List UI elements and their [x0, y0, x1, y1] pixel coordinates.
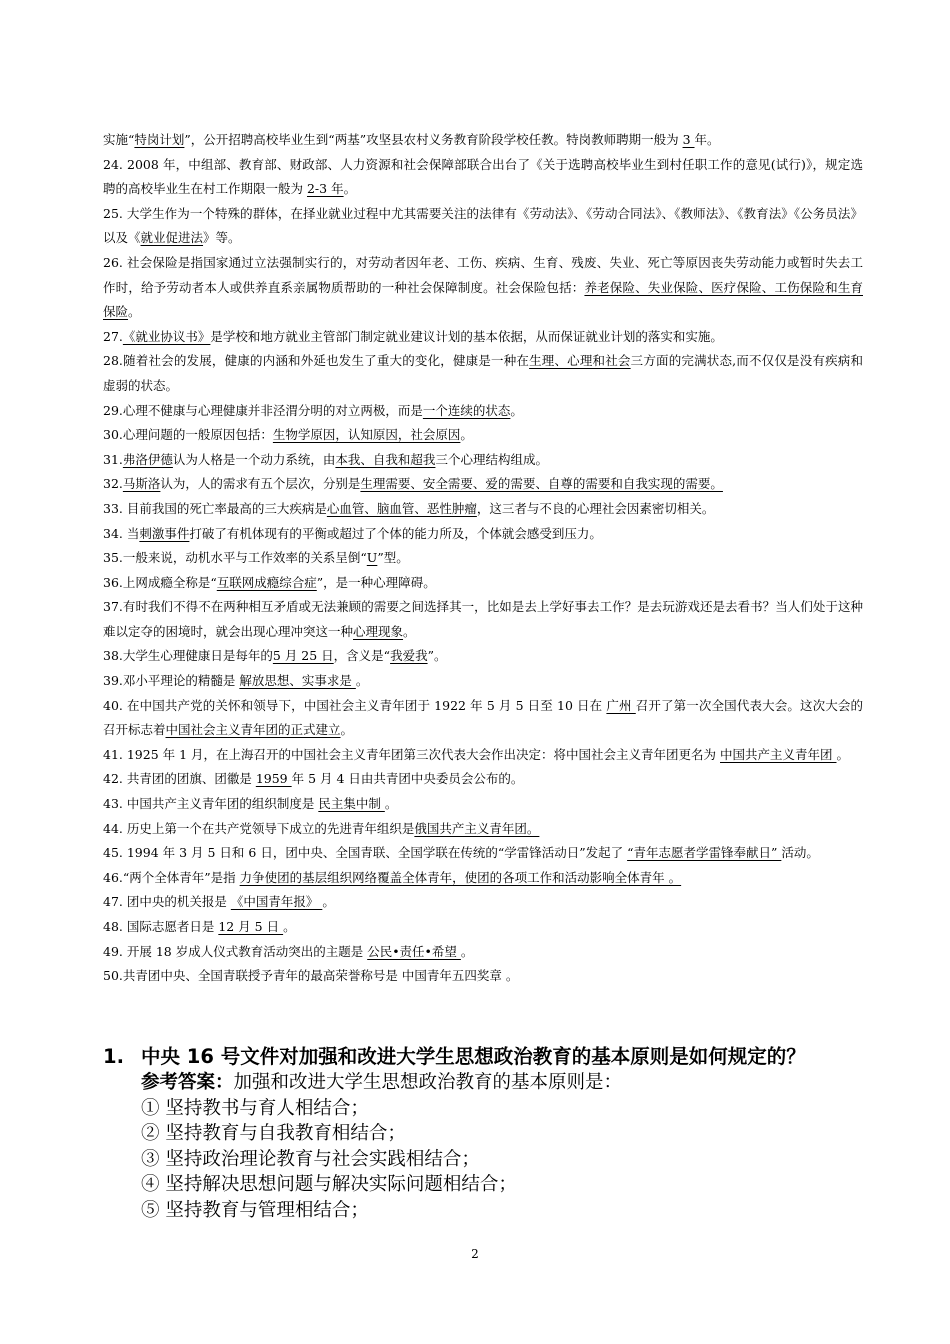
answer-blank: 刺激事件 — [139, 525, 190, 541]
list-item — [103, 448, 863, 473]
answer-blank: 养老保险、失业保险、医疗保险、工伤保险和生育保险 — [103, 279, 863, 320]
question-answer-section — [103, 1043, 893, 1223]
list-item — [103, 595, 863, 644]
answer-blank: 互联网成瘾综合症 — [216, 574, 317, 590]
answer-point: ③ 坚持政治理论教育与社会实践相结合； — [141, 1148, 480, 1170]
item-text: 39.邓小平理论的精髓是 — [103, 673, 240, 689]
answer-blank: 中国共产主义青年团 — [720, 746, 837, 762]
item-text: 年。 — [694, 132, 720, 147]
list-item — [103, 694, 863, 743]
item-text: 24. 2008 年，中组部、教育部、财政部、人力资源和社会保障部联合出台了《关于选聘高校毕业生到村任职工作的意见(试行)》，规定选聘的高校毕业生在村工作期限一般为 — [103, 156, 863, 197]
answer-blank: 心理现象 — [353, 623, 404, 639]
item-text: 活动。 — [781, 845, 819, 861]
answer-blank: 心血管、脑血管、恶性肿瘤 — [326, 500, 477, 516]
item-text: 31. — [103, 451, 123, 467]
item-text: 。 — [128, 304, 141, 320]
list-item — [103, 817, 863, 842]
item-text: 。 — [283, 919, 296, 934]
answer-label: 参考答案： — [141, 1072, 234, 1093]
list-item — [103, 153, 863, 202]
item-text: 43. 中国共产主义青年团的组织制度是 — [103, 796, 319, 812]
list-item — [103, 940, 863, 965]
answer-intro: 加强和改进大学生思想政治教育的基本原则是： — [233, 1072, 623, 1093]
answer-blank: 马斯洛 — [122, 476, 161, 492]
list-item — [103, 866, 863, 891]
answer-blank: 特岗计划 — [134, 132, 185, 147]
answer-blank: 《就业协议书》 — [122, 328, 211, 344]
fill-in-blank-list — [103, 128, 863, 989]
list-item — [103, 767, 863, 792]
item-text: 年 5 月 4 日由共青团中央委员会公布的。 — [291, 771, 524, 787]
item-text: ”。 — [427, 648, 447, 664]
answer-blank: 生理、心理和社会 — [529, 353, 631, 369]
answer-point: ④ 坚持解决思想问题与解决实际问题相结合； — [141, 1174, 517, 1195]
item-text: 41. 1925 年 1 月，在上海召开的中国社会主义青年团第三次代表大会作出决定：将中国社会主义青年团更名为 — [103, 746, 721, 762]
list-item — [103, 890, 863, 915]
question-text: 中央 16 号文件对加强和改进大学生思想政治教育的基本原则是如何规定的？ — [141, 1045, 806, 1068]
answer-blank: 《中国青年报》 — [230, 894, 323, 910]
item-text: 29.心理不健康与心理健康并非泾渭分明的对立两极，而是 — [103, 402, 423, 418]
answer-blank: “青年志愿者学雷锋奉献日” — [627, 845, 782, 861]
list-item — [103, 349, 863, 398]
list-item — [103, 325, 863, 350]
question-title — [103, 1043, 893, 1070]
answer-point: ① 坚持教书与育人相结合； — [141, 1097, 369, 1119]
item-text: 打破了有机体现有的平衡或超过了个体的能力所及，个体就会感受到压力。 — [189, 525, 602, 541]
list-item — [103, 522, 863, 547]
page-number: 2 — [471, 1247, 479, 1261]
list-item — [103, 399, 863, 424]
list-item — [103, 546, 863, 571]
answer-point: ② 坚持教育与自我教育相结合； — [141, 1123, 406, 1144]
item-text: 38.大学生心理健康日是每年的 — [103, 648, 273, 664]
list-item — [103, 472, 863, 497]
item-text: 47. 团中央的机关报是 — [103, 894, 231, 910]
list-item — [103, 915, 863, 940]
list-item — [103, 841, 863, 866]
list-item — [103, 423, 863, 448]
item-text: 42. 共青团的团旗、团徽是 — [103, 771, 256, 787]
item-text: 30.心理问题的一般原因包括： — [103, 427, 273, 443]
list-item — [103, 497, 863, 522]
item-text: 49. 开展 18 岁成人仪式教育活动突出的主题是 — [103, 943, 368, 959]
answer-point: ⑤ 坚持教育与管理相结合； — [141, 1199, 369, 1221]
answer-blank: 民主集中制 — [318, 796, 385, 812]
item-text: 认为人格是一个动力系统，由 — [172, 451, 336, 467]
item-text: 认为，人的需求有五个层次，分别是 — [160, 476, 361, 492]
item-text: 44. 历史上第一个在共产党领导下成立的先进青年组织是 — [103, 820, 415, 836]
item-text: 40. 在中国共产党的关怀和领导下，中国社会主义青年团于 1922 年 5 月 5 日至 10 日在 — [103, 697, 607, 713]
list-item — [103, 571, 863, 596]
item-text: ”型。 — [377, 550, 409, 566]
item-text: 28.随着社会的发展，健康的内涵和外延也发生了重大的变化，健康是一种在 — [103, 353, 530, 369]
list-item — [103, 128, 863, 153]
item-text: 召开了第一次全国代表大会。这次大会的召开标志着 — [103, 697, 863, 738]
answer-blank: 力争使团的基层组织网络覆盖全体青年，使团的各项工作和活动影响全体青年 。 — [239, 869, 682, 885]
item-text: 。 — [460, 427, 473, 443]
answer-blank: 我爱我 — [390, 648, 428, 664]
answer-blank: 生物学原因，认知原因，社会原因 — [272, 427, 461, 443]
item-text: 。 — [510, 402, 523, 418]
answer-blank: 俄国共产主义青年团。 — [414, 820, 540, 836]
item-text: 35.一般来说，动机水平与工作效率的关系呈倒“ — [103, 550, 367, 566]
item-text: 三个心理结构组成。 — [435, 451, 548, 467]
answer-blank: 5 月 25 日 — [272, 648, 334, 664]
item-text: 32. — [103, 476, 123, 492]
item-text: 。 — [340, 722, 354, 738]
list-item — [103, 251, 863, 325]
list-item — [103, 644, 863, 669]
item-text: 48. 国际志愿者日是 — [103, 919, 219, 934]
item-text: 26. 社会保险是指国家通过立法强制实行的，对劳动者因年老、工伤、疾病、生育、残废、失业、死亡等原因丧失劳动能力或暂时失去工作时，给予劳动者本人或供养直系亲属物质帮助的一种社会保障制度。社会保险包括： — [103, 254, 863, 295]
answer-blank: 广州 — [606, 697, 636, 713]
answer-blank: 就业促进法 — [140, 230, 204, 246]
list-item — [103, 669, 863, 694]
list-item — [103, 743, 863, 768]
item-text: 。 — [460, 943, 474, 959]
item-text: 是学校和地方就业主管部门制定就业建议计划的基本依据，从而保证就业计划的落实和实施。 — [210, 328, 723, 344]
item-text: 46.“两个全体青年”是指 — [103, 869, 240, 885]
answer-blank: 公民•责任•希望 — [367, 943, 461, 959]
item-text: 三方面的完满状态,而不仅仅是没有疾病和虚弱的状态。 — [103, 353, 863, 393]
item-text: 50.共青团中央、全国青联授予青年的最高荣誉称号是 中国青年五四奖章 。 — [103, 968, 519, 984]
item-text: 》等。 — [203, 230, 241, 246]
answer-blank: U — [366, 550, 378, 566]
answer-blank: 弗洛伊德 — [122, 451, 173, 467]
item-text: ”，是一种心理障碍。 — [316, 574, 436, 590]
answer-blank: 1959 — [255, 771, 292, 787]
item-text: 34. 当 — [103, 525, 140, 541]
answer-blank: 一个连续的状态 — [422, 402, 511, 418]
item-text: 。 — [384, 796, 398, 812]
answer-blank: 解放思想、实事求是 — [239, 673, 356, 689]
answer-intro-line — [141, 1070, 893, 1096]
item-text: 。 — [343, 181, 357, 197]
answer-blank: 12 月 5 日 — [218, 919, 284, 934]
item-text: 37.有时我们不得不在两种相互矛盾或无法兼顾的需要之间选择其一，比如是去上学好事去工作？是去玩游戏还是去看书？当人们处于这种难以定夺的困境时，就会出现心理冲突这一种 — [103, 599, 863, 639]
item-text: ”，公开招聘高校毕业生到“两基”攻坚县农村义务教育阶段学校任教。特岗教师聘期一般为 — [184, 132, 683, 147]
item-text: ，这三者与不良的心理社会因素密切相关。 — [476, 500, 715, 516]
answer-blank: 生理需要、安全需要、爱的需要、自尊的需要和自我实现的需要。 — [360, 476, 723, 492]
answer-blank: 3 — [682, 132, 695, 147]
item-text: 。 — [355, 673, 369, 689]
item-text: 。 — [322, 894, 335, 910]
answer-blank: 2-3 年 — [306, 181, 344, 197]
item-text: 实施“ — [103, 132, 135, 147]
item-text: 33. 目前我国的死亡率最高的三大疾病是 — [103, 500, 327, 516]
item-text: ，含义是“ — [333, 648, 391, 664]
answer-blank: 中国社会主义青年团的正式建立 — [165, 722, 341, 738]
item-text: 36.上网成瘾全称是“ — [103, 574, 217, 590]
question-number: 1. — [103, 1045, 124, 1068]
list-item — [103, 964, 863, 989]
answer-blank: 本我、自我和超我 — [335, 451, 436, 467]
item-text: 25. 大学生作为一个特殊的群体，在择业就业过程中尤其需要关注的法律有《劳动法》、《劳动合同法》、《教师法》、《教育法》《公务员法》以及《 — [103, 205, 863, 246]
item-text: 27. — [103, 328, 123, 344]
list-item — [103, 202, 863, 251]
item-text: 45. 1994 年 3 月 5 日和 6 日，团中央、全国青联、全国学联在传统的“学雷锋活动日”发起了 — [103, 845, 628, 861]
item-text: 。 — [403, 623, 416, 639]
item-text: 。 — [836, 746, 850, 762]
list-item — [103, 792, 863, 817]
